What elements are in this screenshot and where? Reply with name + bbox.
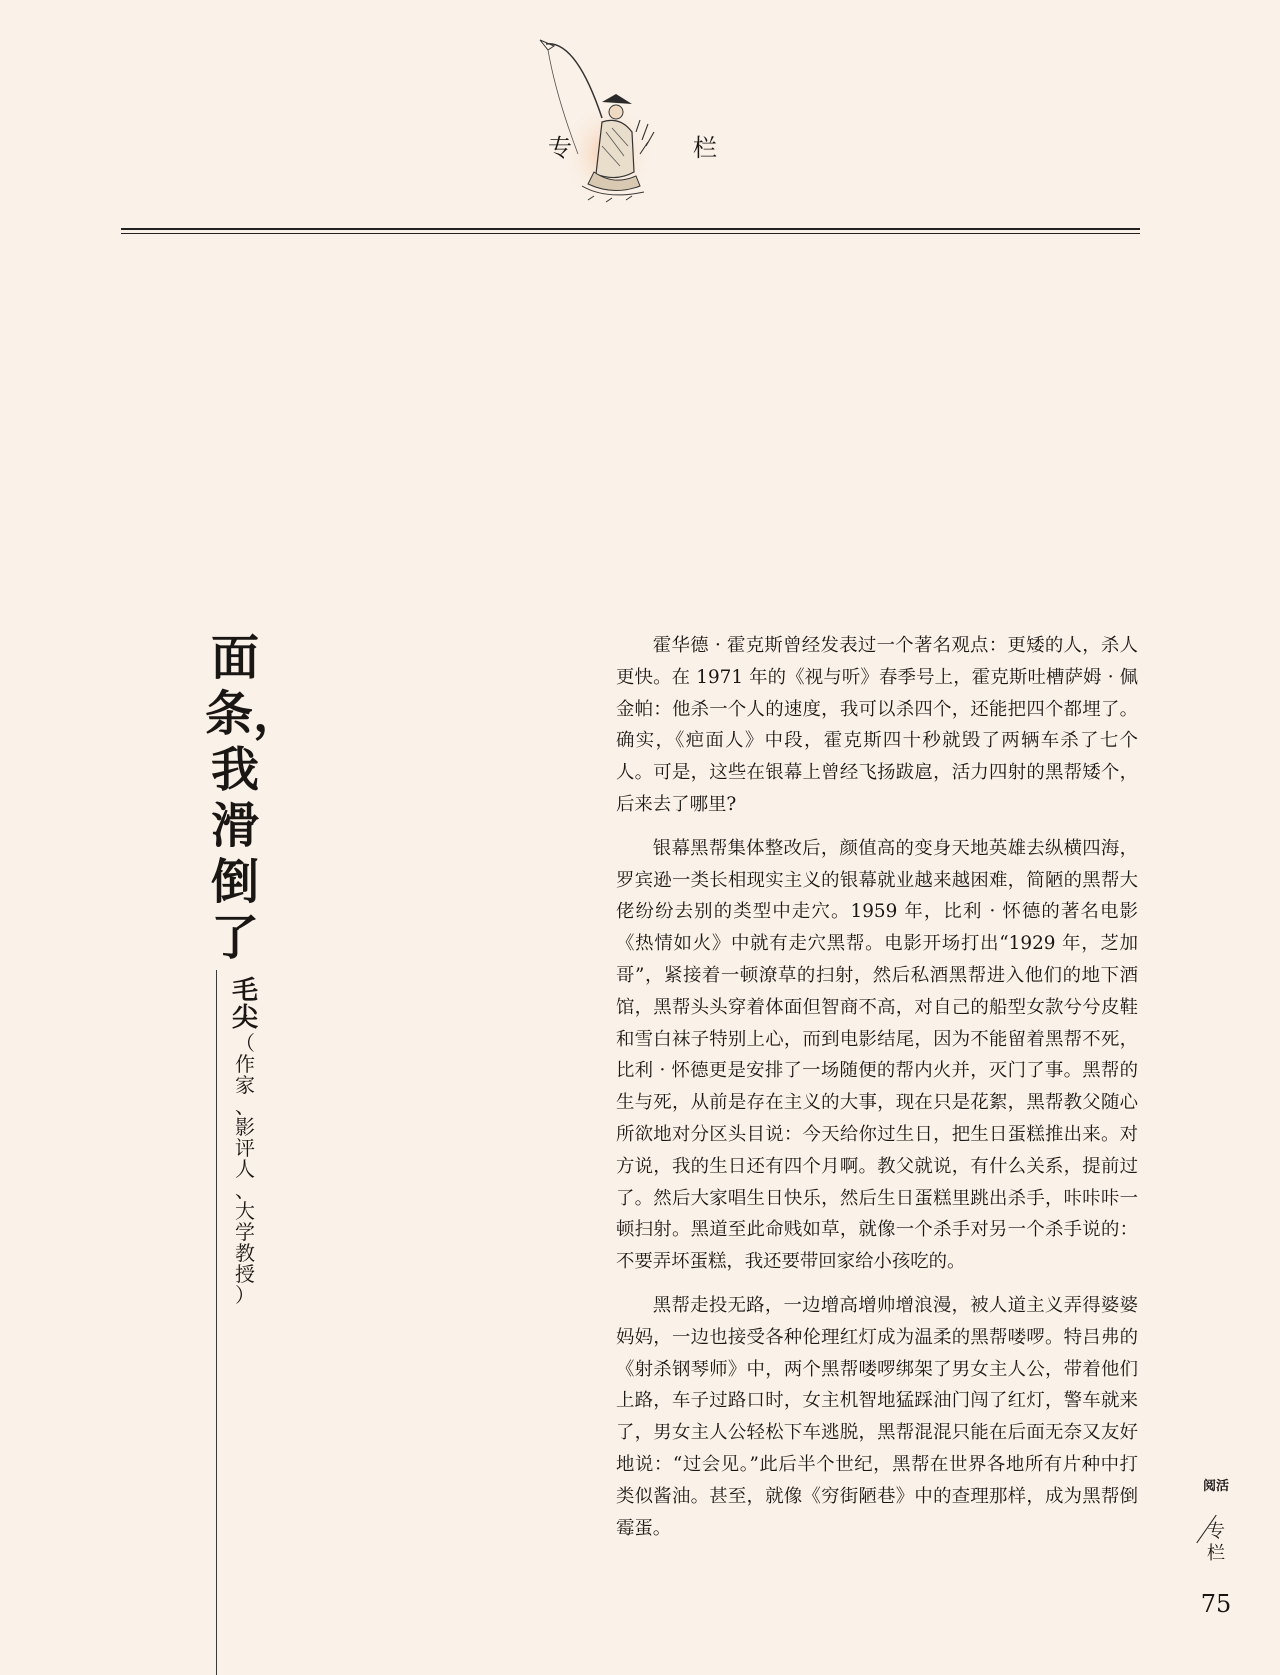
title-char: 倒 (210, 854, 259, 910)
title-char: 条， (205, 686, 302, 742)
article-paragraph: 黑帮走投无路，一边增高增帅增浪漫，被人道主义弄得婆婆妈妈，一边也接受各种伦理红灯成为温柔的黑帮喽啰。特吕弗的《射杀钢琴师》中，两个黑帮喽啰绑架了男女主人公，带着他们上路，车子过路口时，女主机智地猛踩油门闯了红灯，警车就来了，男女主人公轻松下车逃脱，黑帮混混只能在后面无奈又友好地说：“过会见。”此后半个世纪，黑帮在世界各地所有片种中打类似酱油。甚至，就像《穷街陋巷》中的查理那样，成为黑帮倒霉蛋。 (616, 1294, 1138, 1539)
author-role-char: ） (235, 1282, 255, 1307)
article-paragraph: 霍华德 · 霍克斯曾经发表过一个著名观点：更矮的人，杀人更快。在 1971 年的《视与听》春季号上，霍克斯吐槽萨姆 · 佩金帕：他杀一个人的速度，我可以杀四个，还能把四个都埋了。确实，《疤面人》中段，霍克斯四十秒就毁了两辆车杀了七个人。可是，这些在银幕上曾经飞扬跋扈，活力四射的黑帮矮个，后来去了哪里? (616, 635, 1138, 815)
fisherman-illustration (536, 36, 672, 208)
author-role-char: 授 (235, 1261, 255, 1286)
footer-section-label (1196, 1480, 1236, 1564)
title-char: 了 (210, 910, 259, 966)
section-char: 栏 (1207, 1542, 1225, 1564)
section-char: 专 (1207, 1520, 1225, 1542)
article-body (616, 630, 1138, 1556)
author-role-char: 教 (235, 1240, 255, 1265)
author-role-char: 、 (235, 1177, 255, 1202)
author-role-char: 大 (235, 1198, 255, 1223)
header-rule-thick (121, 228, 1140, 230)
title-char: 滑 (210, 798, 259, 854)
article-title (205, 630, 302, 966)
column-label-left: 专 (548, 134, 572, 162)
author-role-char: 评 (235, 1135, 255, 1160)
article-paragraph: 银幕黑帮集体整改后，颜值高的变身天地英雄去纵横四海，罗宾逊一类长相现实主义的银幕就业越来越困难，简陋的黑帮大佬纷纷去别的类型中走穴。1959 年，比利 · 怀德的著名电影《热情如火》中就有走穴黑帮。电影开场打出“1929 年，芝加哥”，紧接着一顿潦草的扫射，然后私酒黑帮进入他们的地下酒馆，黑帮头头穿着体面但智商不高，对自己的船型女款兮兮皮鞋和雪白袜子特别上心，而到电影结尾，因为不能留着黑帮不死，比利 · 怀德更是安排了一场随便的帮内火并，灭门了事。黑帮的生与死，从前是存在主义的大事，现在只是花絮，黑帮教父随心所欲地对分区头目说：今天给你过生日，把生日蛋糕推出来。对方说，我的生日还有四个月啊。教父就说，有什么关系，提前过了。然后大家唱生日快乐，然后生日蛋糕里跳出杀手，咔咔咔一顿扫射。黑道至此命贱如草，就像一个杀手对另一个杀手说的：不要弄坏蛋糕，我还要带回家给小孩吃的。 (616, 837, 1138, 1273)
title-char: 我 (210, 742, 259, 798)
author-role-char: 人 (235, 1156, 255, 1181)
author-role-char: 学 (235, 1219, 255, 1244)
author-name-char: 尖 (231, 1003, 258, 1034)
author-divider-line (216, 970, 217, 1675)
author-role-char: 家 (235, 1072, 255, 1097)
magazine-name: 阅活 (1202, 1479, 1229, 1494)
author-role-char: 、 (235, 1093, 255, 1118)
author-name-char: 毛 (231, 976, 258, 1006)
header-rule-thin (121, 233, 1140, 234)
author-role-char: 作 (235, 1051, 255, 1076)
author-role-char: （ (235, 1030, 255, 1055)
author-role-char: 影 (235, 1114, 255, 1139)
page-number: 75 (1200, 1590, 1232, 1618)
author-byline (228, 978, 262, 1306)
title-char: 面 (210, 630, 259, 686)
column-label-right: 栏 (693, 134, 717, 162)
